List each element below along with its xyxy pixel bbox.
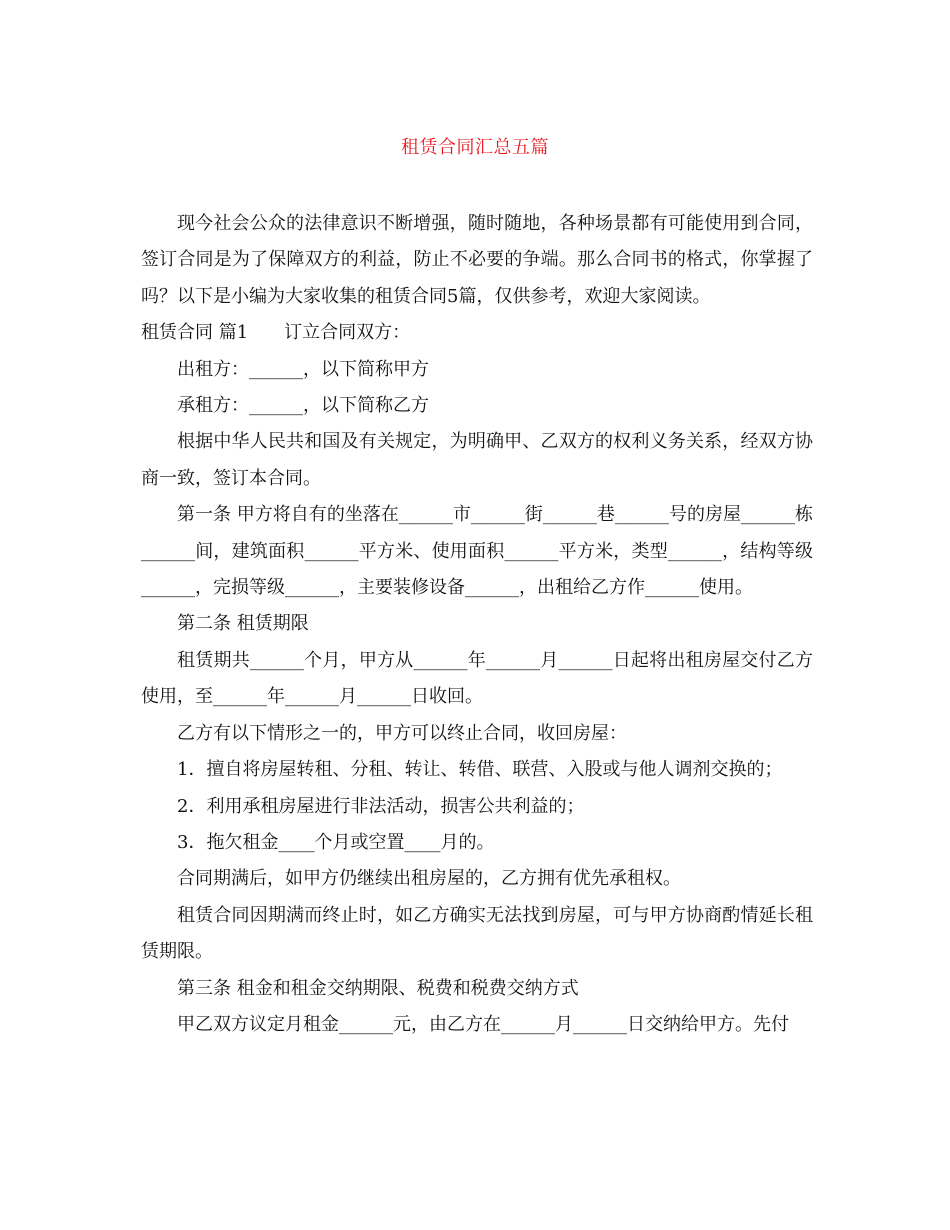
paragraph-condition-1: 1．擅自将房屋转租、分租、转让、转借、联营、入股或与他人调剂交换的； — [177, 759, 783, 781]
paragraph-lease-term: 租赁期共______个月，甲方从______年______月______日起将出租房屋交付乙方使用，至______年______月______日收回。 — [141, 649, 813, 708]
document-title: 租赁合同汇总五篇 — [401, 137, 549, 158]
paragraph-lessor: 出租方：______，以下简称甲方 — [177, 358, 429, 380]
paragraph-termination-conditions: 乙方有以下情形之一的，甲方可以终止合同，收回房屋： — [177, 722, 627, 744]
paragraph-contract-heading: 租赁合同 篇1 订立合同双方： — [141, 322, 411, 344]
paragraph-basis: 根据中华人民共和国及有关规定，为明确甲、乙双方的权利义务关系，经双方协商一致，签订本合同。 — [141, 431, 813, 489]
paragraph-renewal-priority: 合同期满后，如甲方仍继续出租房屋的，乙方拥有优先承租权。 — [177, 868, 681, 890]
paragraph-lessee: 承租方：______，以下简称乙方 — [177, 395, 429, 417]
paragraph-condition-2: 2．利用承租房屋进行非法活动，损害公共利益的； — [177, 795, 585, 817]
paragraph-article-2-heading: 第二条 租赁期限 — [177, 613, 309, 635]
document-body — [141, 206, 813, 1043]
paragraph-intro: 现今社会公众的法律意识不断增强，随时随地，各种场景都有可能使用到合同，签订合同是为了保障双方的利益，防止不必要的争端。那么合同书的格式，你掌握了吗？以下是小编为大家收集的租赁合同5篇，仅供参考，欢迎大家阅读。 — [141, 213, 813, 307]
paragraph-article-3-heading: 第三条 租金和租金交纳期限、税费和税费交纳方式 — [177, 977, 579, 999]
paragraph-extension: 租赁合同因期满而终止时，如乙方确实无法找到房屋，可与甲方协商酌情延长租赁期限。 — [141, 904, 813, 963]
paragraph-condition-3: 3．拖欠租金____个月或空置____月的。 — [177, 831, 495, 853]
paragraph-article-1: 第一条 甲方将自有的坐落在______市______街______巷______号的房屋______栋______间，建筑面积______平方米、使用面积______平方米，类型______，结构等级______，完损等级______，主要装修设备______，出租给乙方作______使用。 — [141, 504, 813, 599]
paragraph-rent-payment: 甲乙双方议定月租金______元，由乙方在______月______日交纳给甲方。先付 — [177, 1013, 789, 1035]
